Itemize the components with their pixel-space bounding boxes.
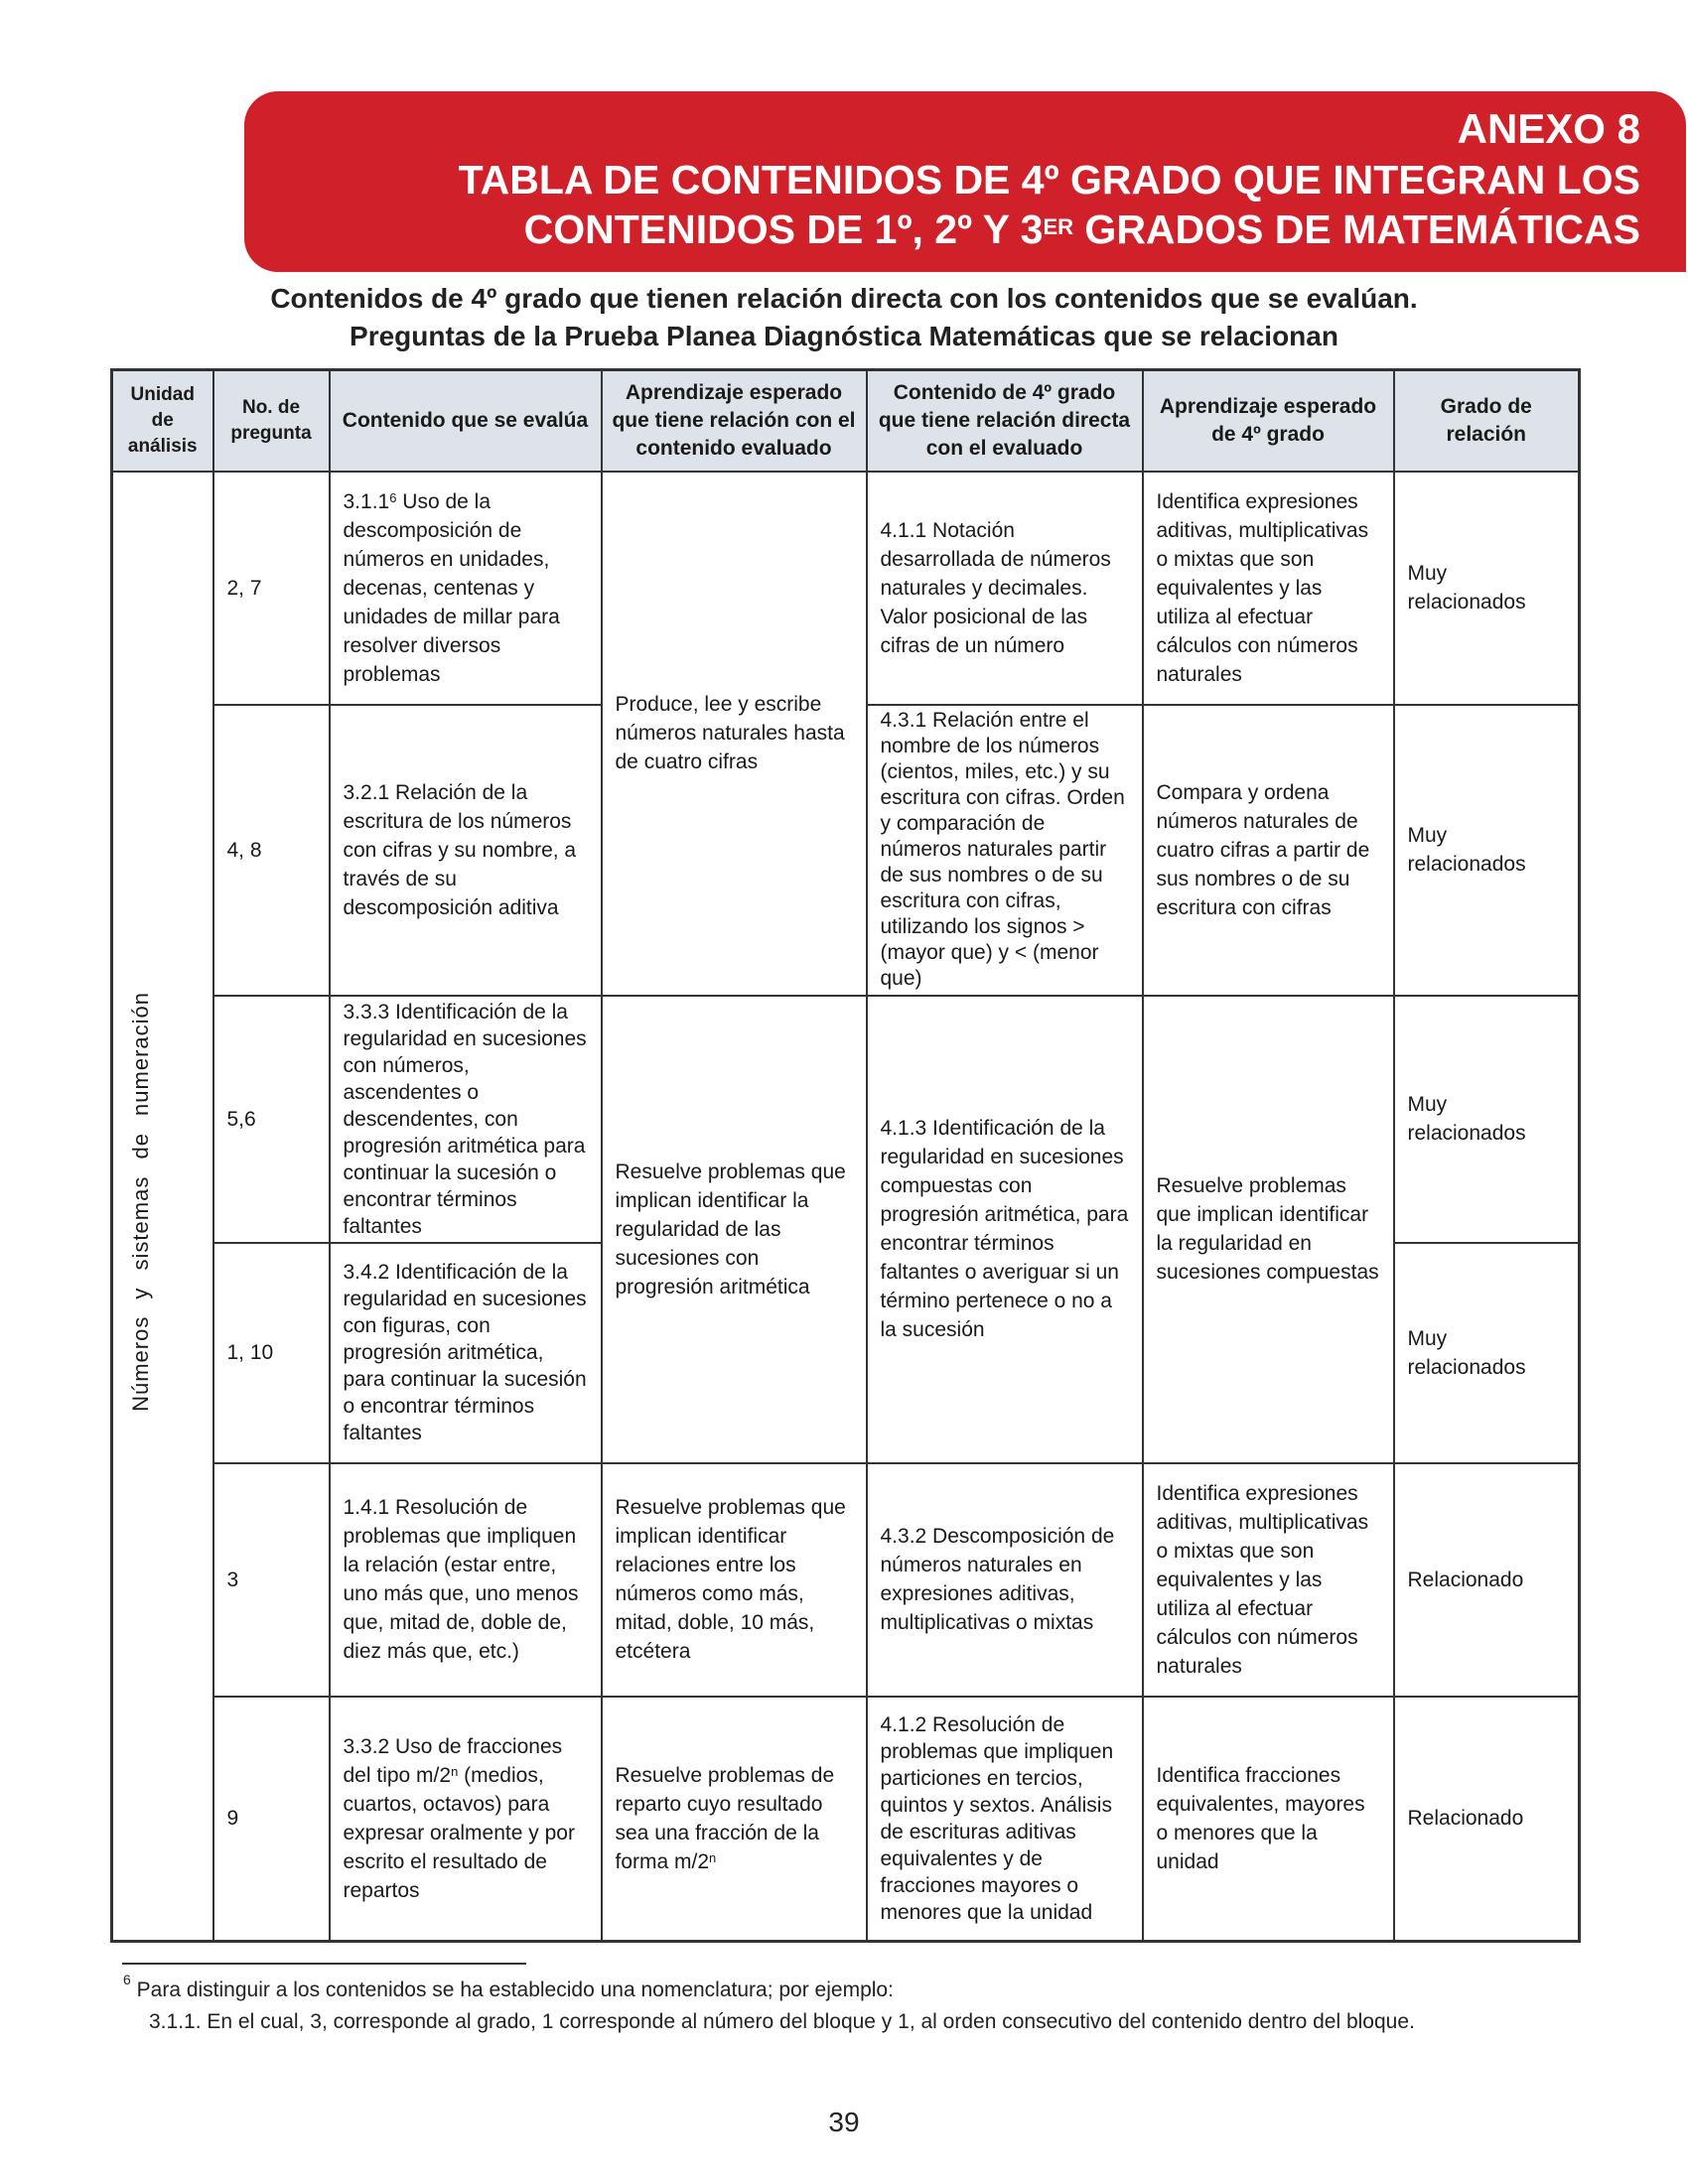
grade4-content: 4.3.2 Descomposición de números naturales en expresiones aditivas, multiplicativas o mixtas [867, 1463, 1143, 1697]
grade4-learning: Compara y ordena números naturales de cuatro cifras a partir de sus nombres o de su escritura con cifras [1143, 705, 1394, 996]
footnote-line-1 [123, 1968, 1493, 2006]
relation-degree: Muy relacionados [1394, 996, 1580, 1243]
relation-degree: Muy relacionados [1394, 472, 1580, 705]
relation-degree: Relacionado [1394, 1697, 1580, 1942]
content-text-end: (medios, cuartos, octavos) para expresar oralmente y por escrito el resultado de repartos [343, 1763, 575, 1902]
grade4-content-b: Valor posicional de las cifras de un número [880, 605, 1088, 657]
exponent: n [709, 1849, 717, 1865]
exponent: n [451, 1763, 459, 1779]
expected-learning: Resuelve problemas que implican identificar relaciones entre los números como más, mitad, doble, 10 más, etcétera [602, 1463, 867, 1697]
footnote-text-1: Para distinguir a los contenidos se ha establecido una nomenclatura; por ejemplo: [136, 1979, 894, 2001]
question-number: 9 [213, 1697, 330, 1942]
content-text: Uso de la descomposición de números en unidades, decenas, centenas y unidades de millar para resolver diversos problemas [343, 489, 560, 686]
page-number: 39 [828, 2107, 860, 2137]
content-code: 3.1.1 [343, 489, 390, 513]
analysis-unit-cell [112, 472, 213, 1942]
header-unit: Unidad de análisis [112, 370, 213, 472]
question-number: 1, 10 [213, 1243, 330, 1463]
question-number: 5,6 [213, 996, 330, 1243]
header-question-number: No. de pregunta [213, 370, 330, 472]
footnote-mark: 6 [123, 1972, 131, 1987]
learning-text: Resuelve problemas de reparto cuyo resultado sea una fracción de la forma m/2 [615, 1763, 835, 1873]
grade4-content: 4.1.3 Identificación de la regularidad en sucesiones compuestas con progresión aritmética, para encontrar términos faltantes o averiguar si un término pertenece o no a la sucesión [867, 996, 1143, 1463]
footnote-line-2: 3.1.1. En el cual, 3, corresponde al grado, 1 corresponde al número del bloque y 1, al orden consecutivo del contenido dentro del bloque. [149, 2010, 1415, 2033]
question-number: 4, 8 [213, 705, 330, 996]
table-row [112, 472, 1580, 705]
content-evaluated [330, 472, 602, 705]
grade4-content [867, 472, 1143, 705]
analysis-unit-label: Números y sistemas de numeración [128, 992, 153, 1413]
content-evaluated: 3.4.2 Identificación de la regularidad en sucesiones con figuras, con progresión aritmética, para continuar la sucesión o encontrar términos faltantes [330, 1243, 602, 1463]
content-evaluated: 1.4.1 Resolución de problemas que impliquen la relación (estar entre, uno más que, uno menos que, mitad de, doble de, diez más que, etc.) [330, 1463, 602, 1697]
contents-table [110, 368, 1581, 1943]
content-evaluated: 3.3.3 Identificación de la regularidad en sucesiones con números, ascendentes o descendentes, con progresión aritmética para continuar la sucesión o encontrar términos faltantes [330, 996, 602, 1243]
footnote-ref: 6 [389, 489, 397, 505]
annex-title-line-2-text: CONTENIDOS DE 1º, 2º Y 3 [523, 206, 1044, 252]
grade4-learning: Identifica fracciones equivalentes, mayores o menores que la unidad [1143, 1697, 1394, 1942]
annex-title-line-2-end: GRADOS DE MATEMÁTICAS [1073, 206, 1640, 252]
annex-number: ANEXO 8 [1457, 105, 1640, 152]
page-subtitle [0, 280, 1688, 355]
content-evaluated: 3.2.1 Relación de la escritura de los números con cifras y su nombre, a través de su descomposición aditiva [330, 705, 602, 996]
relation-degree: Muy relacionados [1394, 705, 1580, 996]
annex-title-line-2 [244, 205, 1640, 254]
question-number: 2, 7 [213, 472, 330, 705]
annex-banner [244, 91, 1686, 272]
grade4-learning: Identifica expresiones aditivas, multiplicativas o mixtas que son equivalentes y las utiliza al efectuar cálculos con números naturales [1143, 1463, 1394, 1697]
content-text: 3.3.2 Uso de fracciones del tipo m/2 [343, 1734, 563, 1787]
relation-degree: Relacionado [1394, 1463, 1580, 1697]
annex-title-line-1: TABLA DE CONTENIDOS DE 4º GRADO QUE INTEGRAN LOS [458, 157, 1640, 203]
header-grade4-content: Contenido de 4º grado que tiene relación directa con el evaluado [867, 370, 1143, 472]
subtitle-line-1: Contenidos de 4º grado que tienen relación directa con los contenidos que se evalúan. [270, 283, 1418, 314]
header-grade4-learning: Aprendizaje esperado de 4º grado [1143, 370, 1394, 472]
footnote [123, 1968, 1493, 2038]
expected-learning: Resuelve problemas que implican identificar la regularidad de las sucesiones con progresión aritmética [602, 996, 867, 1463]
header-expected-learning: Aprendizaje esperado que tiene relación con el contenido evaluado [602, 370, 867, 472]
relation-degree: Muy relacionados [1394, 1243, 1580, 1463]
expected-learning [602, 1697, 867, 1942]
content-evaluated [330, 1697, 602, 1942]
table-row [112, 1697, 1580, 1942]
subtitle-line-2: Preguntas de la Prueba Planea Diagnóstica Matemáticas que se relacionan [350, 321, 1338, 351]
grade4-content: 4.3.1 Relación entre el nombre de los números (cientos, miles, etc.) y su escritura con cifras. Orden y comparación de números naturales partir de sus nombres o de su escritura con cifras, utilizando los signos > (mayor que) y < (menor que) [867, 705, 1143, 996]
question-number: 3 [213, 1463, 330, 1697]
footnote-divider [122, 1963, 526, 1965]
expected-learning: Produce, lee y escribe números naturales hasta de cuatro cifras [602, 472, 867, 996]
grade4-learning: Resuelve problemas que implican identificar la regularidad en sucesiones compuestas [1143, 996, 1394, 1463]
header-relation-degree: Grado de relación [1394, 370, 1580, 472]
table-row [112, 996, 1580, 1243]
header-content-evaluated: Contenido que se evalúa [330, 370, 602, 472]
table-row [112, 1463, 1580, 1697]
annex-title-superscript: ER [1043, 214, 1074, 239]
grade4-content-a: 4.1.1 Notación desarrollada de números naturales y decimales. [880, 518, 1111, 600]
grade4-content: 4.1.2 Resolución de problemas que impliquen particiones en tercios, quintos y sextos. Análisis de escrituras aditivas equivalentes y de fracciones mayores o menores que la unidad [867, 1697, 1143, 1942]
grade4-learning: Identifica expresiones aditivas, multiplicativas o mixtas que son equivalentes y las utiliza al efectuar cálculos con números naturales [1143, 472, 1394, 705]
table-header-row [112, 370, 1580, 472]
